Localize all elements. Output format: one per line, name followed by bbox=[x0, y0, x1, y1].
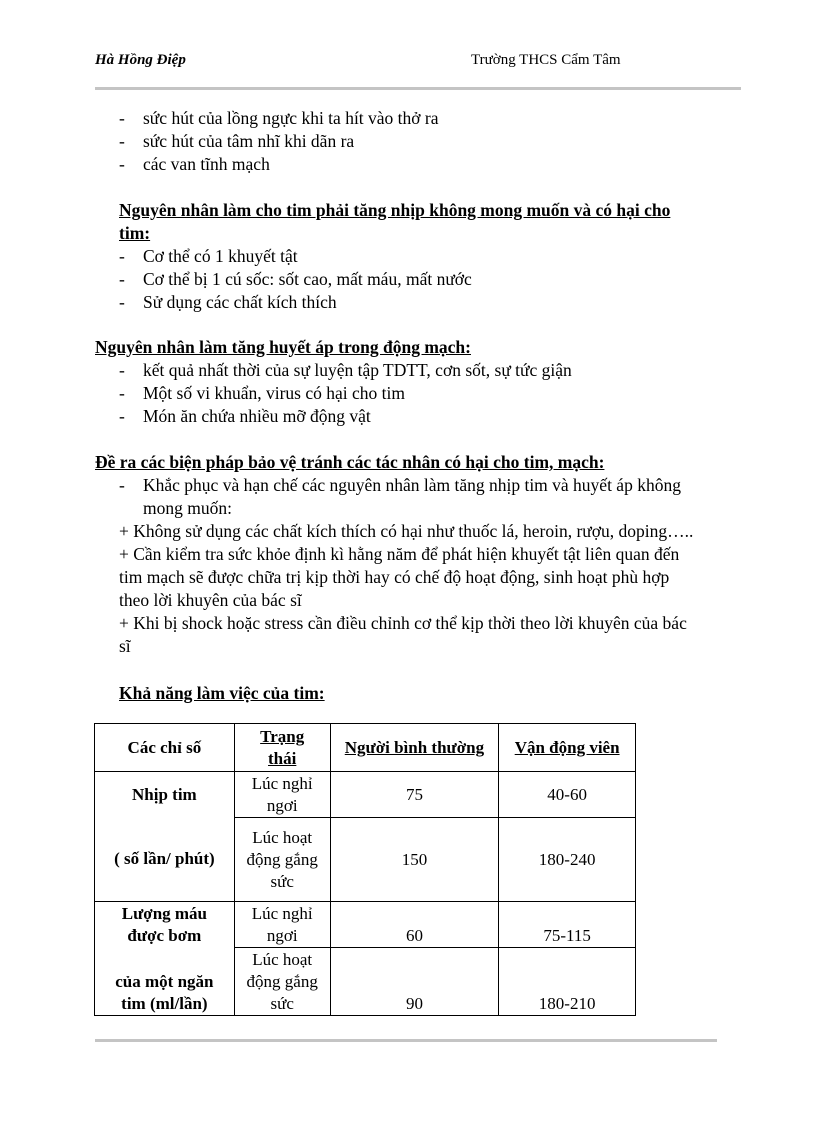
section3-heading: Đề ra các biện pháp bảo vệ tránh các tác nhân có hại cho tim, mạch: bbox=[95, 452, 605, 472]
header-indicators: Các chỉ số bbox=[95, 724, 235, 772]
table-header-row bbox=[95, 724, 636, 772]
measure-1: + Không sử dụng các chất kích thích có hại như thuốc lá, heroin, rượu, doping….. bbox=[119, 521, 694, 541]
header-normal-person: Người bình thường bbox=[330, 724, 499, 772]
section1-heading-cont: tim: bbox=[119, 223, 151, 243]
header-author: Hà Hồng Điệp bbox=[95, 52, 186, 68]
state-cell: Lúc nghỉ ngơi bbox=[234, 772, 330, 818]
measure-2: + Cần kiểm tra sức khỏe định kì hằng năm để phát hiện khuyết tật liên quan đến bbox=[119, 544, 680, 564]
value-cell: 40-60 bbox=[499, 772, 636, 818]
value-cell: 150 bbox=[330, 818, 499, 902]
table-row bbox=[95, 948, 636, 1016]
stroke-volume-label: Lượng máu được bơm bbox=[95, 902, 235, 948]
header-school: Trường THCS Cẩm Tâm bbox=[471, 52, 621, 68]
heart-capacity-table bbox=[94, 723, 636, 1016]
value-cell: 90 bbox=[330, 948, 499, 1016]
section1-heading: Nguyên nhân làm cho tim phải tăng nhịp không mong muốn và có hại cho bbox=[119, 200, 671, 220]
section4-heading: Khả năng làm việc của tim: bbox=[119, 683, 325, 703]
value-cell: 75-115 bbox=[499, 902, 636, 948]
table-row bbox=[95, 772, 636, 818]
section2-heading: Nguyên nhân làm tăng huyết áp trong động mạch: bbox=[95, 337, 471, 357]
measure-2-cont: theo lời khuyên của bác sĩ bbox=[119, 590, 302, 610]
list-item-cont: mong muốn: bbox=[143, 498, 232, 518]
header-rule bbox=[95, 87, 741, 90]
measure-3-cont: sĩ bbox=[119, 636, 131, 656]
value-cell: 180-210 bbox=[499, 948, 636, 1016]
table-row bbox=[95, 902, 636, 948]
heart-rate-label: Nhịp tim bbox=[95, 772, 235, 818]
header-state: Trạng thái bbox=[234, 724, 330, 772]
state-cell: Lúc hoạt động gắng sức bbox=[234, 818, 330, 902]
value-cell: 75 bbox=[330, 772, 499, 818]
measure-2-cont: tim mạch sẽ được chữa trị kịp thời hay có chế độ hoạt động, sinh hoạt phù hợp bbox=[119, 567, 670, 587]
footer-rule bbox=[95, 1039, 717, 1042]
measure-3: + Khi bị shock hoặc stress cần điều chỉnh cơ thể kịp thời theo lời khuyên của bác bbox=[119, 613, 687, 633]
state-cell: Lúc hoạt động gắng sức bbox=[234, 948, 330, 1016]
stroke-volume-unit-label: của một ngăn tim (ml/lần) bbox=[95, 948, 235, 1016]
header-athlete: Vận động viên bbox=[499, 724, 636, 772]
value-cell: 60 bbox=[330, 902, 499, 948]
table-row bbox=[95, 818, 636, 902]
state-cell: Lúc nghỉ ngơi bbox=[234, 902, 330, 948]
value-cell: 180-240 bbox=[499, 818, 636, 902]
heart-rate-unit-label: ( số lần/ phút) bbox=[95, 818, 235, 902]
